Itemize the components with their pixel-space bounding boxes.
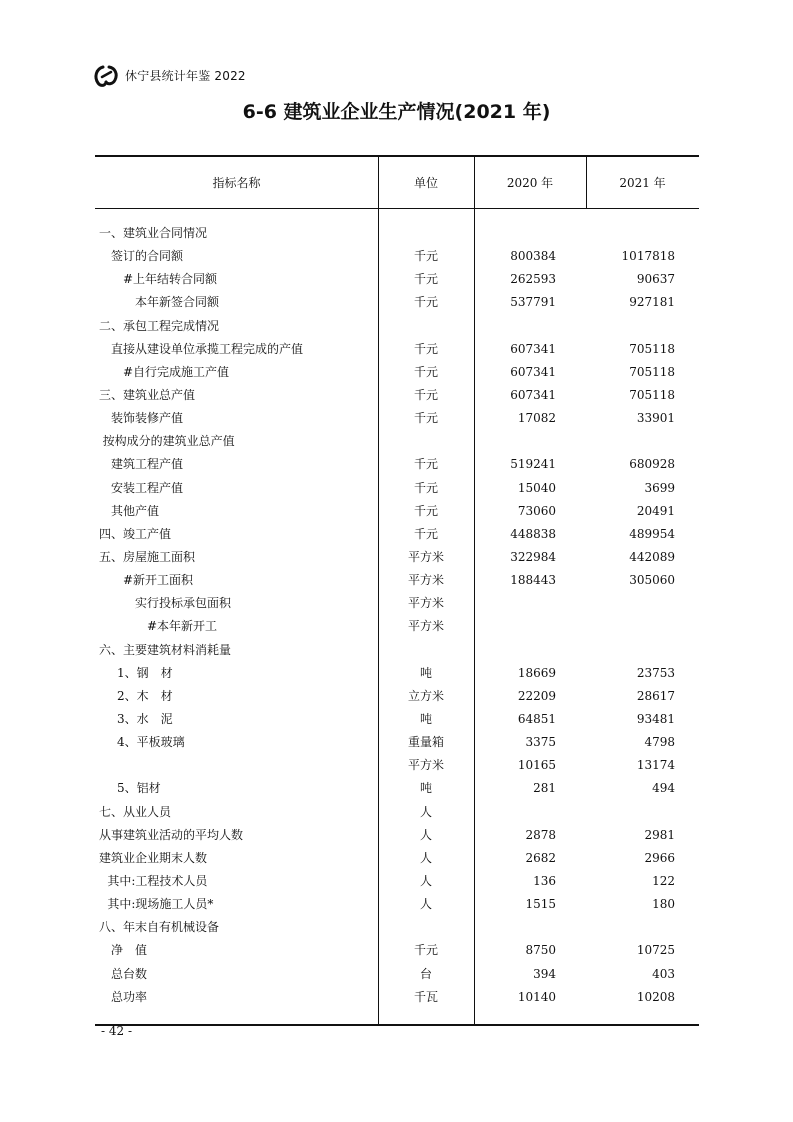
row-value-2021: 705118 <box>629 387 675 402</box>
row-value-2020: 136 <box>533 873 556 888</box>
row-unit: 平方米 <box>407 758 444 773</box>
row-unit: 重量箱 <box>407 735 444 750</box>
table-row <box>95 847 699 870</box>
table-row <box>95 569 699 592</box>
row-value-2021: 20491 <box>636 503 675 518</box>
table-row <box>95 777 699 800</box>
row-name: 3、水 泥 <box>117 711 173 726</box>
row-unit: 千瓦 <box>413 989 438 1004</box>
table-row <box>95 384 699 407</box>
row-name: 装饰装修产值 <box>111 411 184 426</box>
row-unit: 吨 <box>419 665 432 680</box>
row-name: 5、铝材 <box>117 781 161 796</box>
row-unit: 千元 <box>413 526 438 541</box>
table-top-rule <box>95 155 699 157</box>
table-row <box>95 731 699 754</box>
table-row <box>95 477 699 500</box>
row-value-2020: 10140 <box>517 989 556 1004</box>
row-unit: 吨 <box>419 781 432 796</box>
row-unit: 千元 <box>413 341 438 356</box>
table-row <box>95 916 699 939</box>
row-name: 本年新签合同额 <box>135 295 220 310</box>
table-row <box>95 546 699 569</box>
row-value-2021: 180 <box>652 897 675 912</box>
table-row <box>95 708 699 731</box>
row-name: 建筑工程产值 <box>111 457 184 472</box>
table-row <box>95 639 699 662</box>
row-unit: 人 <box>419 804 432 819</box>
row-value-2021: 927181 <box>629 295 675 310</box>
row-name: 二、承包工程完成情况 <box>99 318 220 333</box>
row-value-2020: 73060 <box>517 503 556 518</box>
row-value-2020: 519241 <box>510 457 556 472</box>
column-header-name: 指标名称 <box>212 176 261 190</box>
row-name: 安装工程产值 <box>111 480 184 495</box>
page-number: - 42 - <box>101 1024 133 1038</box>
row-value-2021: 122 <box>652 873 675 888</box>
row-name: #上年结转合同额 <box>123 272 218 287</box>
row-unit: 千元 <box>413 295 438 310</box>
row-value-2021: 489954 <box>629 526 675 541</box>
row-value-2020: 2682 <box>525 850 556 865</box>
row-unit: 平方米 <box>407 619 444 634</box>
table-row <box>95 268 699 291</box>
row-value-2021: 10725 <box>636 943 675 958</box>
row-value-2020: 10165 <box>517 758 556 773</box>
row-value-2021: 705118 <box>629 341 675 356</box>
row-unit: 千元 <box>413 480 438 495</box>
row-value-2021: 403 <box>652 966 675 981</box>
table-row <box>95 291 699 314</box>
table-title: 6-6 建筑业企业生产情况(2021 年) <box>242 101 551 123</box>
row-unit: 人 <box>419 873 432 888</box>
row-unit: 人 <box>419 850 432 865</box>
row-value-2020: 394 <box>533 966 556 981</box>
column-header-2021: 2021 年 <box>619 176 666 190</box>
row-name: 从事建筑业活动的平均人数 <box>99 827 244 842</box>
row-value-2021: 305060 <box>629 573 675 588</box>
row-name: 三、建筑业总产值 <box>99 387 196 402</box>
yearbook-title: 休宁县统计年鉴 2022 <box>125 69 246 83</box>
table-row <box>95 824 699 847</box>
yearbook-logo-icon <box>93 64 119 88</box>
row-name: 六、主要建筑材料消耗量 <box>99 642 232 657</box>
row-unit: 吨 <box>419 711 432 726</box>
column-header-unit: 单位 <box>413 176 438 190</box>
row-value-2021: 23753 <box>636 665 675 680</box>
row-value-2020: 3375 <box>525 735 556 750</box>
row-value-2020: 22209 <box>517 688 556 703</box>
row-value-2020: 262593 <box>510 272 556 287</box>
row-value-2021: 93481 <box>636 711 675 726</box>
row-value-2021: 90637 <box>636 272 675 287</box>
row-value-2021: 705118 <box>629 364 675 379</box>
table-row <box>95 407 699 430</box>
table-row <box>95 870 699 893</box>
row-value-2020: 800384 <box>510 249 556 264</box>
row-name: 八、年末自有机械设备 <box>99 920 220 935</box>
table-row <box>95 939 699 962</box>
row-name: 其他产值 <box>111 503 160 518</box>
row-unit: 千元 <box>413 943 438 958</box>
row-name: 七、从业人员 <box>99 804 172 819</box>
row-value-2021: 3699 <box>644 480 675 495</box>
row-value-2020: 64851 <box>517 711 556 726</box>
row-unit: 台 <box>419 966 432 981</box>
table-row <box>95 500 699 523</box>
row-value-2021: 680928 <box>629 457 675 472</box>
row-name: #本年新开工 <box>147 619 218 634</box>
table-row <box>95 315 699 338</box>
table-row <box>95 453 699 476</box>
table-row <box>95 338 699 361</box>
row-value-2021: 10208 <box>636 989 675 1004</box>
table-row <box>95 754 699 777</box>
row-name: 总功率 <box>111 989 148 1004</box>
row-value-2020: 8750 <box>525 943 556 958</box>
row-name: 1、钢 材 <box>117 665 173 680</box>
row-unit: 千元 <box>413 249 438 264</box>
row-value-2020: 1515 <box>525 897 556 912</box>
row-name: 签订的合同额 <box>111 249 184 264</box>
row-unit: 千元 <box>413 411 438 426</box>
row-name: 其中:工程技术人员 <box>107 873 208 888</box>
row-name: 直接从建设单位承揽工程完成的产值 <box>111 341 304 356</box>
row-value-2021: 2966 <box>644 850 675 865</box>
row-unit: 千元 <box>413 387 438 402</box>
row-value-2020: 15040 <box>517 480 556 495</box>
row-unit: 平方米 <box>407 596 444 611</box>
table-row <box>95 361 699 384</box>
row-name: 一、建筑业合同情况 <box>99 226 208 240</box>
row-value-2020: 607341 <box>510 387 556 402</box>
table-row <box>95 685 699 708</box>
table-row <box>95 222 699 245</box>
row-value-2020: 2878 <box>525 827 556 842</box>
row-value-2021: 13174 <box>636 758 675 773</box>
row-name: 2、木 材 <box>117 688 173 703</box>
row-name: 五、房屋施工面积 <box>99 549 196 564</box>
row-unit: 千元 <box>413 272 438 287</box>
table-row <box>95 801 699 824</box>
row-value-2021: 442089 <box>629 549 675 564</box>
row-name: #自行完成施工产值 <box>123 364 230 379</box>
row-unit: 人 <box>419 897 432 912</box>
row-value-2021: 2981 <box>644 827 675 842</box>
row-name: 总台数 <box>111 966 148 981</box>
row-name: 其中:现场施工人员* <box>107 897 214 912</box>
table-row <box>95 245 699 268</box>
row-unit: 平方米 <box>407 549 444 564</box>
row-value-2020: 448838 <box>510 526 556 541</box>
table-row <box>95 662 699 685</box>
column-header-2020: 2020 年 <box>506 176 554 190</box>
table-bottom-rule <box>95 1024 699 1026</box>
table-row <box>95 986 699 1009</box>
row-unit: 千元 <box>413 364 438 379</box>
row-value-2020: 607341 <box>510 364 556 379</box>
table-row <box>95 893 699 916</box>
row-unit: 平方米 <box>407 573 444 588</box>
row-name: #新开工面积 <box>123 573 194 588</box>
table-row <box>95 592 699 615</box>
row-name: 实行投标承包面积 <box>135 596 232 611</box>
table-row <box>95 523 699 546</box>
row-name: 4、平板玻璃 <box>117 735 185 750</box>
row-unit: 人 <box>419 827 432 842</box>
row-value-2020: 322984 <box>510 549 556 564</box>
row-value-2021: 28617 <box>636 688 675 703</box>
row-value-2021: 1017818 <box>621 249 675 264</box>
row-value-2021: 4798 <box>644 735 675 750</box>
row-value-2021: 494 <box>652 781 675 796</box>
table-row <box>95 430 699 453</box>
row-unit: 千元 <box>413 457 438 472</box>
row-name: 净 值 <box>111 943 148 958</box>
row-unit: 千元 <box>413 503 438 518</box>
row-name: 四、竣工产值 <box>99 526 172 541</box>
row-value-2020: 17082 <box>517 411 556 426</box>
table-row <box>95 963 699 986</box>
row-value-2020: 537791 <box>510 295 556 310</box>
row-value-2020: 607341 <box>510 341 556 356</box>
row-value-2020: 18669 <box>517 665 556 680</box>
table-row <box>95 615 699 638</box>
row-name: 建筑业企业期末人数 <box>99 850 208 865</box>
row-value-2020: 281 <box>533 781 556 796</box>
row-name: 按构成分的建筑业总产值 <box>102 434 235 449</box>
table-body <box>95 222 699 1009</box>
row-value-2020: 188443 <box>510 573 556 588</box>
row-unit: 立方米 <box>407 688 444 703</box>
row-value-2021: 33901 <box>636 411 675 426</box>
header-bottom-rule <box>95 208 699 209</box>
